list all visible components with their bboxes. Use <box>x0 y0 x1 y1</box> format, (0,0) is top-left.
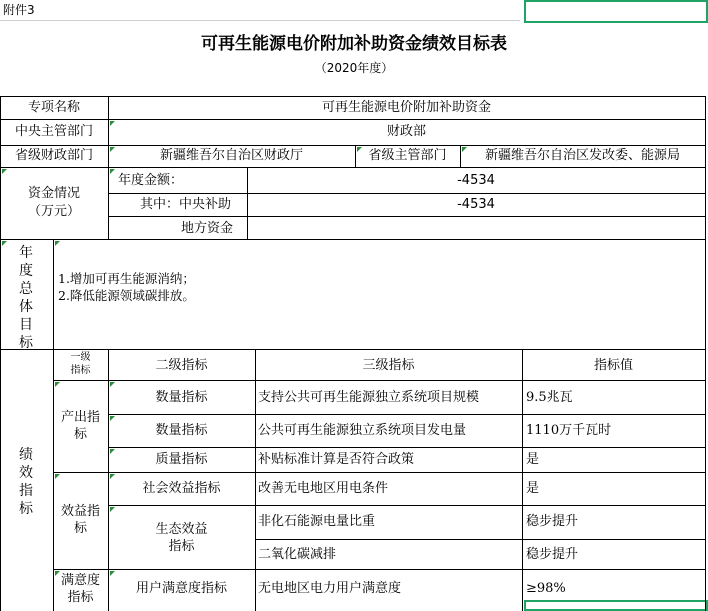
provincial-finance-value[interactable]: 新疆维吾尔自治区财政厅 <box>159 148 303 163</box>
row-line <box>255 539 706 540</box>
col-line <box>108 349 109 611</box>
central-subsidy-value[interactable]: -4534 <box>457 197 495 212</box>
level2-eco: 指标 <box>168 539 195 554</box>
comment-marker <box>55 382 60 387</box>
row-line <box>108 414 706 415</box>
central-dept-label: 中央主管部门 <box>14 124 93 139</box>
row-line <box>108 193 706 194</box>
comment-marker <box>2 241 7 246</box>
group-satisfaction-label: 满意度 <box>60 573 100 588</box>
comment-marker <box>462 147 467 152</box>
row-line <box>0 239 706 240</box>
indicator-value-cell[interactable]: 稳步提升 <box>526 547 579 562</box>
row-line <box>53 472 706 473</box>
indicator-value-cell[interactable]: 稳步提升 <box>526 514 579 529</box>
year-label: （2020年度） <box>314 61 394 75</box>
level3-cell[interactable]: 补贴标准计算是否符合政策 <box>258 452 415 467</box>
level2-satisfaction: 用户满意度指标 <box>135 581 227 596</box>
level3-cell[interactable]: 非化石能源电量比重 <box>258 514 376 529</box>
comment-marker <box>357 147 362 152</box>
indicator-value-cell[interactable]: 9.5兆瓦 <box>526 390 573 405</box>
annual-goal-label-char: 度 <box>19 263 33 279</box>
col-line <box>108 96 109 239</box>
annual-amount-label: 年度金额： <box>118 173 184 188</box>
central-subsidy-label: 其中：中央补助 <box>140 197 232 212</box>
row-line <box>0 349 706 350</box>
row-line <box>53 569 706 570</box>
header-level2: 二级指标 <box>155 358 208 373</box>
table-border-right <box>705 96 706 611</box>
comment-marker <box>110 571 115 576</box>
local-funds-label: 地方资金 <box>181 221 234 236</box>
comment-marker <box>110 507 115 512</box>
row-line <box>108 216 706 217</box>
performance-label-char: 标 <box>19 501 33 517</box>
funding-unit-label: （万元） <box>27 204 80 219</box>
header-level1: 指标 <box>70 365 91 376</box>
cell-selection-top[interactable] <box>524 0 708 23</box>
header-level3: 三级指标 <box>362 358 415 373</box>
attachment-label: 附件3 <box>3 3 35 17</box>
header-level1: 一级 <box>70 352 91 363</box>
table-border-top <box>0 96 706 97</box>
page-title: 可再生能源电价附加补助资金绩效目标表 <box>201 34 507 54</box>
row-line <box>0 145 706 146</box>
provincial-finance-label: 省级财政部门 <box>14 148 93 163</box>
comment-marker <box>110 416 115 421</box>
level3-cell[interactable]: 无电地区电力用户满意度 <box>258 581 402 596</box>
provincial-dept-value[interactable]: 新疆维吾尔自治区发改委、能源局 <box>484 148 680 163</box>
performance-label-char: 指 <box>19 483 33 499</box>
row-line <box>108 447 706 448</box>
level3-cell[interactable]: 二氧化碳减排 <box>258 547 337 562</box>
project-name-label: 专项名称 <box>27 100 80 115</box>
performance-label-char: 绩 <box>19 447 33 463</box>
group-benefit-label: 效益指 <box>60 504 100 519</box>
annual-goal-line[interactable]: 2.降低能源领域碳排放。 <box>58 288 195 303</box>
indicator-value-cell[interactable]: 是 <box>526 452 540 467</box>
comment-marker <box>110 147 115 152</box>
level2-social: 社会效益指标 <box>142 481 221 496</box>
group-output-label: 产出指 <box>60 410 100 425</box>
comment-marker <box>55 571 60 576</box>
annual-goal-label-char: 标 <box>19 335 33 351</box>
indicator-value-cell[interactable]: 是 <box>526 481 540 496</box>
annual-goal-label-char: 目 <box>19 317 33 333</box>
row-line <box>0 167 706 168</box>
indicator-value-cell[interactable]: ≥98% <box>526 581 566 596</box>
header-value: 指标值 <box>593 358 633 373</box>
central-dept-value[interactable]: 财政部 <box>386 124 426 139</box>
group-output-label: 标 <box>73 427 87 442</box>
col-line <box>522 349 523 611</box>
comment-marker <box>110 121 115 126</box>
provincial-dept-label: 省级主管部门 <box>368 148 447 163</box>
annual-goal-label-char: 总 <box>19 281 33 297</box>
level2-eco: 生态效益 <box>155 522 208 537</box>
level3-cell[interactable]: 公共可再生能源独立系统项目发电量 <box>258 423 467 438</box>
annual-goal-label-char: 体 <box>19 299 33 315</box>
level2-quantity: 数量指标 <box>155 423 208 438</box>
level3-cell[interactable]: 改善无电地区用电条件 <box>258 481 389 496</box>
row-line <box>0 119 706 120</box>
group-benefit-label: 标 <box>73 521 87 536</box>
comment-marker <box>55 474 60 479</box>
row-line <box>53 380 706 381</box>
funding-label: 资金情况 <box>27 186 80 201</box>
col-line <box>255 349 256 611</box>
group-satisfaction-label: 指标 <box>67 590 94 605</box>
project-name-value[interactable]: 可再生能源电价附加补助资金 <box>321 100 491 115</box>
indicator-value-cell[interactable]: 1110万千瓦时 <box>526 423 612 438</box>
annual-goal-line[interactable]: 1.增加可再生能源消纳； <box>58 271 195 286</box>
comment-marker <box>2 169 7 174</box>
level3-cell[interactable]: 支持公共可再生能源独立系统项目规模 <box>258 390 480 405</box>
annual-amount-value[interactable]: -4534 <box>457 173 495 188</box>
cell-selection-bottom[interactable] <box>524 600 708 611</box>
level2-quantity: 数量指标 <box>155 390 208 405</box>
comment-marker <box>55 241 60 246</box>
comment-marker <box>110 449 115 454</box>
table-border-left <box>0 96 1 611</box>
row-line <box>108 505 706 506</box>
top-gridline <box>0 20 520 21</box>
level2-quality: 质量指标 <box>155 452 208 467</box>
comment-marker <box>110 169 115 174</box>
col-line <box>53 239 54 349</box>
comment-marker <box>110 474 115 479</box>
performance-label-char: 效 <box>19 465 33 481</box>
col-line <box>53 349 54 611</box>
comment-marker <box>110 382 115 387</box>
annual-goal-label-char: 年 <box>19 245 33 261</box>
